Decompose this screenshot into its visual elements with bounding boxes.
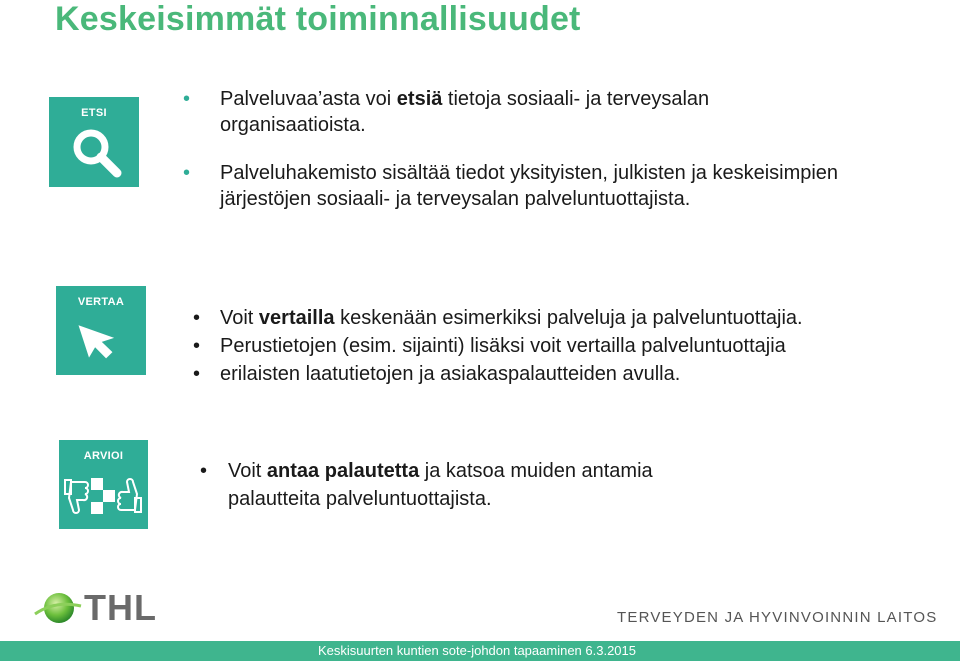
vertaa-bullet-2: • Perustietojen (esim. sijainti) lisäksi voit vertailla palveluntuottajia — [220, 332, 940, 360]
vertaa-bullet-1-post: keskenään esimerkiksi palveluja ja palveluntuottajia. — [334, 307, 803, 329]
etsi-bullet-1-post: tietoja sosiaali- ja terveysalan organisaatioista. — [220, 88, 710, 136]
etsi-bullet-1 — [220, 86, 840, 138]
arvioi-bullet-1-post: ja katsoa muiden antamia palautteita palveluntuottajista. — [228, 460, 653, 510]
thumbs-icon — [63, 472, 143, 522]
etsi-bullets — [220, 86, 840, 212]
magnifier-icon — [67, 123, 127, 183]
vertaa-bullets — [220, 304, 940, 388]
etsi-tile-label: ETSI — [81, 107, 107, 119]
arvioi-bullets — [228, 457, 748, 513]
arvioi-bullet-1 — [228, 457, 748, 513]
vertaa-tile — [56, 286, 146, 375]
cursor-arrow-icon — [78, 316, 128, 366]
arvioi-bullet-1-bold: antaa palautetta — [266, 460, 420, 482]
vertaa-bullet-1 — [220, 304, 940, 332]
vertaa-bullet-1-bold: vertailla — [258, 307, 335, 329]
arvioi-tile-label: ARVIOI — [83, 450, 124, 462]
etsi-tile — [49, 97, 139, 187]
page-title: Keskeisimmät toiminnallisuudet — [55, 0, 581, 38]
vertaa-bullet-2-cont — [220, 360, 940, 388]
etsi-bullet-2: • Palveluhakemisto sisältää tiedot yksityisten, julkisten ja keskeisimpien järjestöjen sosiaali- ja terveysalan palveluntuottajista. — [220, 160, 840, 212]
arvioi-bullet-1-pre: Voit — [228, 460, 267, 482]
footer-bar — [0, 641, 960, 661]
vertaa-bullet-2-line2: erilaisten laatutietojen ja asiakaspalautteiden avulla. — [220, 363, 681, 385]
institute-name: TERVEYDEN JA HYVINVOINNIN LAITOS — [617, 609, 938, 626]
thl-logo-text: THL — [84, 587, 157, 628]
etsi-bullet-1-bold: etsiä — [396, 88, 443, 110]
etsi-bullet-1-pre: Palveluvaa’asta voi — [220, 88, 397, 110]
arvioi-tile — [59, 440, 148, 529]
vertaa-bullet-1-pre: Voit — [220, 307, 259, 329]
footer-text: Keskisuurten kuntien sote-johdon tapaaminen 6.3.2015 — [318, 643, 636, 658]
thl-globe-icon — [33, 588, 83, 628]
vertaa-tile-label: VERTAA — [77, 296, 125, 308]
